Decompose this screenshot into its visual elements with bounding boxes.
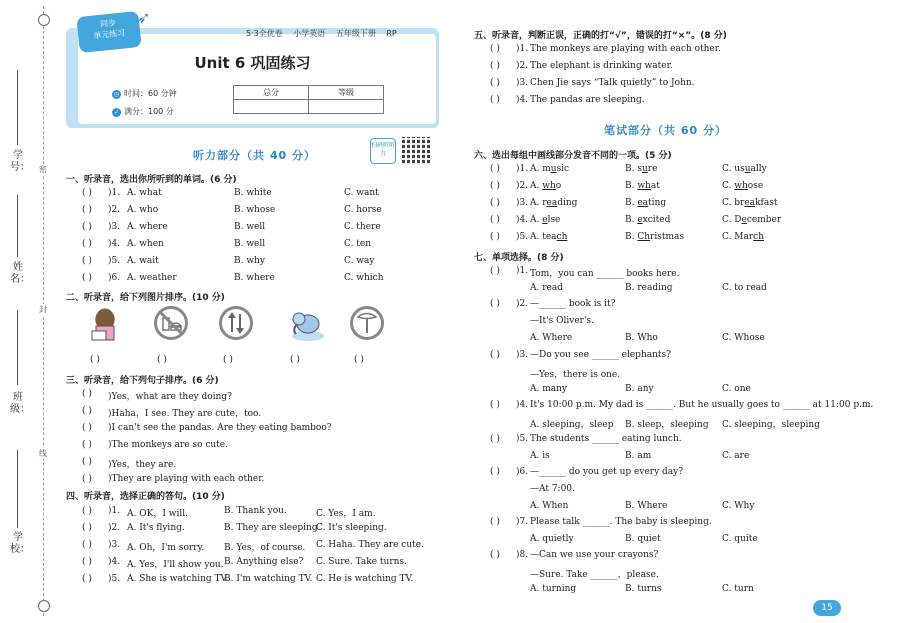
option-b: B. well [234,239,266,249]
question-number: )4. [108,239,121,249]
underlined-part: wh [637,181,651,191]
student-id-line [17,70,18,145]
option-a: A. Oh，I'm sorry. [127,543,205,553]
option-b: B. They are sleeping. [224,523,321,533]
picture-answer-4[interactable]: ( ) [290,355,300,365]
word-part: B. [625,215,638,225]
scan-tag: 扫码听听力 [370,138,396,164]
answer-blank[interactable]: ( ) [82,389,92,399]
question-number: )2. [516,181,529,191]
word-part: C. D [722,215,742,225]
option-a: A. weather [127,273,177,283]
no-food-sign-picture [154,306,192,344]
picture-answer-3[interactable]: ( ) [223,355,233,365]
underlined-part: u [744,164,751,174]
grade-cell[interactable] [309,100,384,114]
option-a: A. It's flying. [127,523,185,533]
writing-part-title: 笔试部分（共 60 分） [604,124,727,137]
word-part: A. r [530,198,547,208]
answer-blank[interactable]: ( ) [82,222,92,232]
option-b: B. well [234,222,266,232]
name-label: 姓名： [10,262,30,285]
section-7-title: 七、单项选择。(8 分) [474,253,564,263]
class-label: 班级： [10,392,30,415]
question-number: )4. [516,400,529,410]
option-c: C. Whose [722,333,765,343]
word-part: B. s [625,164,642,174]
word-part: A. [530,215,543,225]
unit-badge [76,11,141,53]
answer-blank[interactable]: ( ) [490,198,500,208]
option-c [722,198,777,208]
option-c: C. Haha. They are cute. [316,540,424,550]
option-a: A. turning [530,584,577,594]
section-1-title: 一、听录音，选出你所听到的单词。(6 分) [66,175,237,185]
underlined-part: ea [637,198,649,208]
underlined-part: Ch [637,232,651,242]
answer-blank[interactable]: ( ) [82,540,92,550]
underlined-part: wh [542,181,556,191]
option-c: C. He is watching TV. [316,574,414,584]
word-part: lse [547,215,561,225]
answer-blank[interactable]: ( ) [490,95,500,105]
underlined-part: ea [744,198,756,208]
burger-drink-icon [154,306,188,340]
take-turns-sign-picture [219,306,257,344]
answer-blank[interactable]: ( ) [82,256,92,266]
statement-text: Chen Jie says “Talk quietly” to John. [530,78,695,88]
question-text: Please talk ______. The baby is sleeping. [530,517,712,527]
word-part: o [555,181,562,191]
option-b: B. reading [625,283,673,293]
option-b: B. Anything else? [224,557,304,567]
section-6-title: 六、选出每组中画线部分发音不同的一项。(5 分) [474,151,672,161]
sentence-text: )Yes，what are they doing? [108,392,232,402]
word-part: C. us [722,164,745,174]
binding-margin [0,0,58,623]
question-reply: —Sure. Take ______，please. [530,570,659,580]
question-number: )1. [516,164,529,174]
answer-blank[interactable]: ( ) [490,181,500,191]
class-line [17,310,18,385]
option-c: C. Why [722,501,755,511]
listening-part-title: 听力部分（共 40 分） [193,149,316,162]
option-a: A. many [530,384,568,394]
question-number: )7. [516,517,529,527]
underlined-part: u [550,164,557,174]
series-info [246,28,405,39]
option-c [722,232,764,242]
question-text: The students ______ eating lunch. [530,434,682,444]
answer-blank[interactable]: ( ) [82,440,92,450]
section-3-title: 三、听录音，给下列句子排序。(6 分) [66,376,219,386]
option-b [625,164,657,174]
option-a: A. what [127,188,162,198]
statement-text: The elephant is drinking water. [530,61,673,71]
word-part: ally [750,164,767,174]
question-text: —______ book is it? [530,299,616,309]
answer-blank[interactable]: ( ) [82,188,92,198]
word-part: xcited [642,215,671,225]
option-c: C. Yes，I am. [316,509,376,519]
question-text: —Can we use your crayons? [530,550,659,560]
question-number: )6. [516,467,529,477]
option-b: B. why [234,256,265,266]
answer-blank[interactable]: ( ) [82,423,92,433]
option-a: A. when [127,239,164,249]
answer-blank[interactable]: ( ) [82,457,92,467]
question-number: )5. [516,232,529,242]
word-part: C. Mar [722,232,754,242]
question-number: )2. [516,61,529,71]
word-part: re [647,164,658,174]
answer-blank[interactable]: ( ) [490,215,500,225]
option-b: B. white [234,188,272,198]
answer-blank[interactable]: ( ) [82,506,92,516]
answer-blank[interactable]: ( ) [490,350,500,360]
section-2-title: 二、听录音，给下列图片排序。(10 分) [66,293,225,303]
word-part: B. [625,232,638,242]
word-part: ding [557,198,578,208]
option-c: C. one [722,384,751,394]
time-info [112,88,177,99]
question-number: )8. [516,550,529,560]
option-a: A. Yes，I'll show you. [127,560,224,570]
page-title: Unit 6 巩固练习 [194,54,311,72]
total-score-cell[interactable] [234,100,309,114]
answer-blank[interactable]: ( ) [490,467,500,477]
option-b: B. Who [625,333,658,343]
underlined-part: u [641,164,648,174]
question-number: )2. [108,523,121,533]
underlined-part: wh [734,181,748,191]
option-c [722,215,781,225]
hole-circle [38,14,50,26]
word-part: kfast [755,198,778,208]
plant-icon [350,306,384,340]
seal-mark: 密 [39,165,47,174]
option-c: C. which [344,273,384,283]
statement-text: The monkeys are playing with each other. [530,44,721,54]
option-a: A. OK，I will. [127,509,188,519]
question-number: )3. [108,222,121,232]
question-number: )1. [516,44,529,54]
underlined-part: ch [556,232,568,242]
rocket-icon: ➶ [137,8,151,27]
series-grade: 五年级下册 [335,29,376,38]
word-part: A. tea [530,232,557,242]
answer-blank[interactable]: ( ) [490,550,500,560]
option-a: A. wait [127,256,159,266]
picture-answer-1[interactable]: ( ) [90,355,100,365]
question-text: Tom，you can ______ books here. [530,269,680,279]
question-number: )3. [108,540,121,550]
section-4-title: 四、听录音，选择正确的答句。(10 分) [66,492,225,502]
option-c: C. Sure. Take turns. [316,557,407,567]
option-a: A. where [127,222,168,232]
option-b: B. turns [625,584,662,594]
option-b: B. sleep，sleeping [625,420,709,430]
up-down-arrows-icon [219,306,253,340]
question-reply: —At 7:00. [530,484,575,494]
question-number: )3. [516,350,529,360]
school-label: 学校： [10,532,30,555]
option-c: C. quite [722,534,758,544]
word-part: cember [746,215,782,225]
picture-answer-5[interactable]: ( ) [354,355,364,365]
option-b: B. Thank you. [224,506,287,516]
elephant-picture [288,306,326,344]
option-b: B. any [625,384,654,394]
check-icon: ✓ [113,109,120,116]
answer-blank[interactable]: ( ) [490,164,500,174]
option-c: C. want [344,188,379,198]
grade-header: 等级 [309,86,384,100]
option-b [625,232,684,242]
question-text: It's 10:00 p.m. My dad is ______. But he usually goes to ______ at 11:00 p.m. [530,400,874,410]
total-score-header: 总分 [234,86,309,100]
question-number: )1. [108,506,121,516]
underlined-part: e [741,215,747,225]
full-score-text: 满分：100 分 [124,107,174,116]
seal-mark: 封 [39,305,47,314]
seal-mark: 线 [39,449,47,458]
option-a [530,164,569,174]
student-id-label: 学号： [10,150,30,173]
answer-blank[interactable]: ( ) [82,474,92,484]
word-part: C. [722,181,735,191]
question-number: )5. [516,434,529,444]
underlined-part: e [542,215,548,225]
underlined-part: ea [546,198,558,208]
option-b: B. Where [625,501,668,511]
question-number: )3. [516,198,529,208]
answer-blank[interactable]: ( ) [490,434,500,444]
badge-line1: 同步 [99,18,117,29]
full-score-info [112,106,174,117]
question-number: )1. [516,266,529,276]
option-a: A. Where [530,333,573,343]
quiet-sign-picture [350,306,388,344]
option-a [530,232,567,242]
question-number: )5. [108,256,121,266]
section-5-title: 五、听录音，判断正误，正确的打“√”，错误的打“×”。(8 分) [474,31,727,41]
question-number: )6. [108,273,121,283]
option-a: A. who [127,205,159,215]
question-number: )5. [108,574,121,584]
question-number: )2. [108,205,121,215]
elephant-icon [288,306,328,344]
word-part: at [650,181,660,191]
answer-blank[interactable]: ( ) [490,78,500,88]
question-reply: —Yes，there is one. [530,370,621,380]
word-part: B. [625,198,638,208]
option-c: C. It's sleeping. [316,523,387,533]
option-c: C. sleeping，sleeping [722,420,820,430]
option-b: B. am [625,451,652,461]
answer-blank[interactable]: ( ) [82,239,92,249]
word-part: A. m [530,164,551,174]
option-a: A. quietly [530,534,574,544]
sentence-text: )They are playing with each other. [108,474,265,484]
picture-answer-2[interactable]: ( ) [157,355,167,365]
statement-text: The pandas are sleeping. [530,95,645,105]
word-part: ting [648,198,667,208]
option-c [722,181,763,191]
option-a: A. sleeping，sleep [530,420,614,430]
option-c: C. to read [722,283,767,293]
answer-blank[interactable]: ( ) [82,273,92,283]
page-number: 15 [813,600,841,616]
answer-blank[interactable]: ( ) [82,574,92,584]
option-b [625,181,660,191]
name-line [17,195,18,257]
answer-blank[interactable]: ( ) [82,205,92,215]
option-b [625,198,666,208]
option-c: C. turn [722,584,754,594]
girl-reading-icon [86,306,124,346]
time-text: 时间：60 分钟 [124,89,177,98]
option-c [722,164,767,174]
question-number: )3. [516,78,529,88]
answer-blank[interactable]: ( ) [490,299,500,309]
question-number: )4. [108,557,121,567]
option-a [530,181,561,191]
option-a [530,198,577,208]
sentence-text: )The monkeys are so cute. [108,440,228,450]
word-part: ristmas [650,232,684,242]
word-part: C. br [722,198,745,208]
underlined-part: ch [753,232,765,242]
word-part: ose [747,181,764,191]
series-edition: RP [386,29,397,38]
school-line [17,450,18,528]
hole-circle [38,600,50,612]
answer-blank[interactable]: ( ) [82,523,92,533]
option-a: A. When [530,501,569,511]
answer-blank[interactable]: ( ) [490,517,500,527]
question-number: )4. [516,95,529,105]
score-table [233,85,384,114]
question-text: —Do you see ______ elephants? [530,350,671,360]
sentence-text: )I can't see the pandas. Are they eating bamboo? [108,423,332,433]
answer-blank[interactable]: ( ) [82,557,92,567]
option-c: C. way [344,256,375,266]
question-reply: —It's Oliver's. [530,316,594,326]
option-a: A. is [530,451,550,461]
qr-code-icon[interactable] [402,137,430,165]
answer-blank[interactable]: ( ) [490,266,500,276]
word-part: sic [556,164,570,174]
option-b: B. where [234,273,275,283]
word-part: A. [530,181,543,191]
girl-reading-picture [86,306,124,344]
question-number: )4. [516,215,529,225]
option-a: A. She is watching TV. [127,574,229,584]
option-b: B. quiet [625,534,661,544]
option-c: C. are [722,451,750,461]
series-subject: 小学英语 [293,29,326,38]
underlined-part: e [637,215,643,225]
answer-blank[interactable]: ( ) [82,406,92,416]
answer-blank[interactable]: ( ) [490,232,500,242]
sentence-text: )Haha，I see. They are cute，too. [108,409,262,419]
option-b: B. whose [234,205,276,215]
answer-blank[interactable]: ( ) [490,61,500,71]
question-number: )1. [108,188,121,198]
series-name: 5·3全优卷 [246,29,283,38]
badge-line2: 单元练习 [92,28,126,41]
option-c: C. horse [344,205,382,215]
question-number: )2. [516,299,529,309]
question-text: —______ do you get up every day? [530,467,684,477]
option-a: A. read [530,283,563,293]
answer-blank[interactable]: ( ) [490,400,500,410]
answer-blank[interactable]: ( ) [490,44,500,54]
clock-icon: ◷ [113,91,120,98]
option-a [530,215,560,225]
word-part: B. [625,181,638,191]
sentence-text: )Yes，they are. [108,460,177,470]
option-c: C. there [344,222,381,232]
option-b: B. I'm watching TV. [224,574,313,584]
option-c: C. ten [344,239,372,249]
option-b: B. Yes，of course. [224,543,306,553]
option-b [625,215,670,225]
